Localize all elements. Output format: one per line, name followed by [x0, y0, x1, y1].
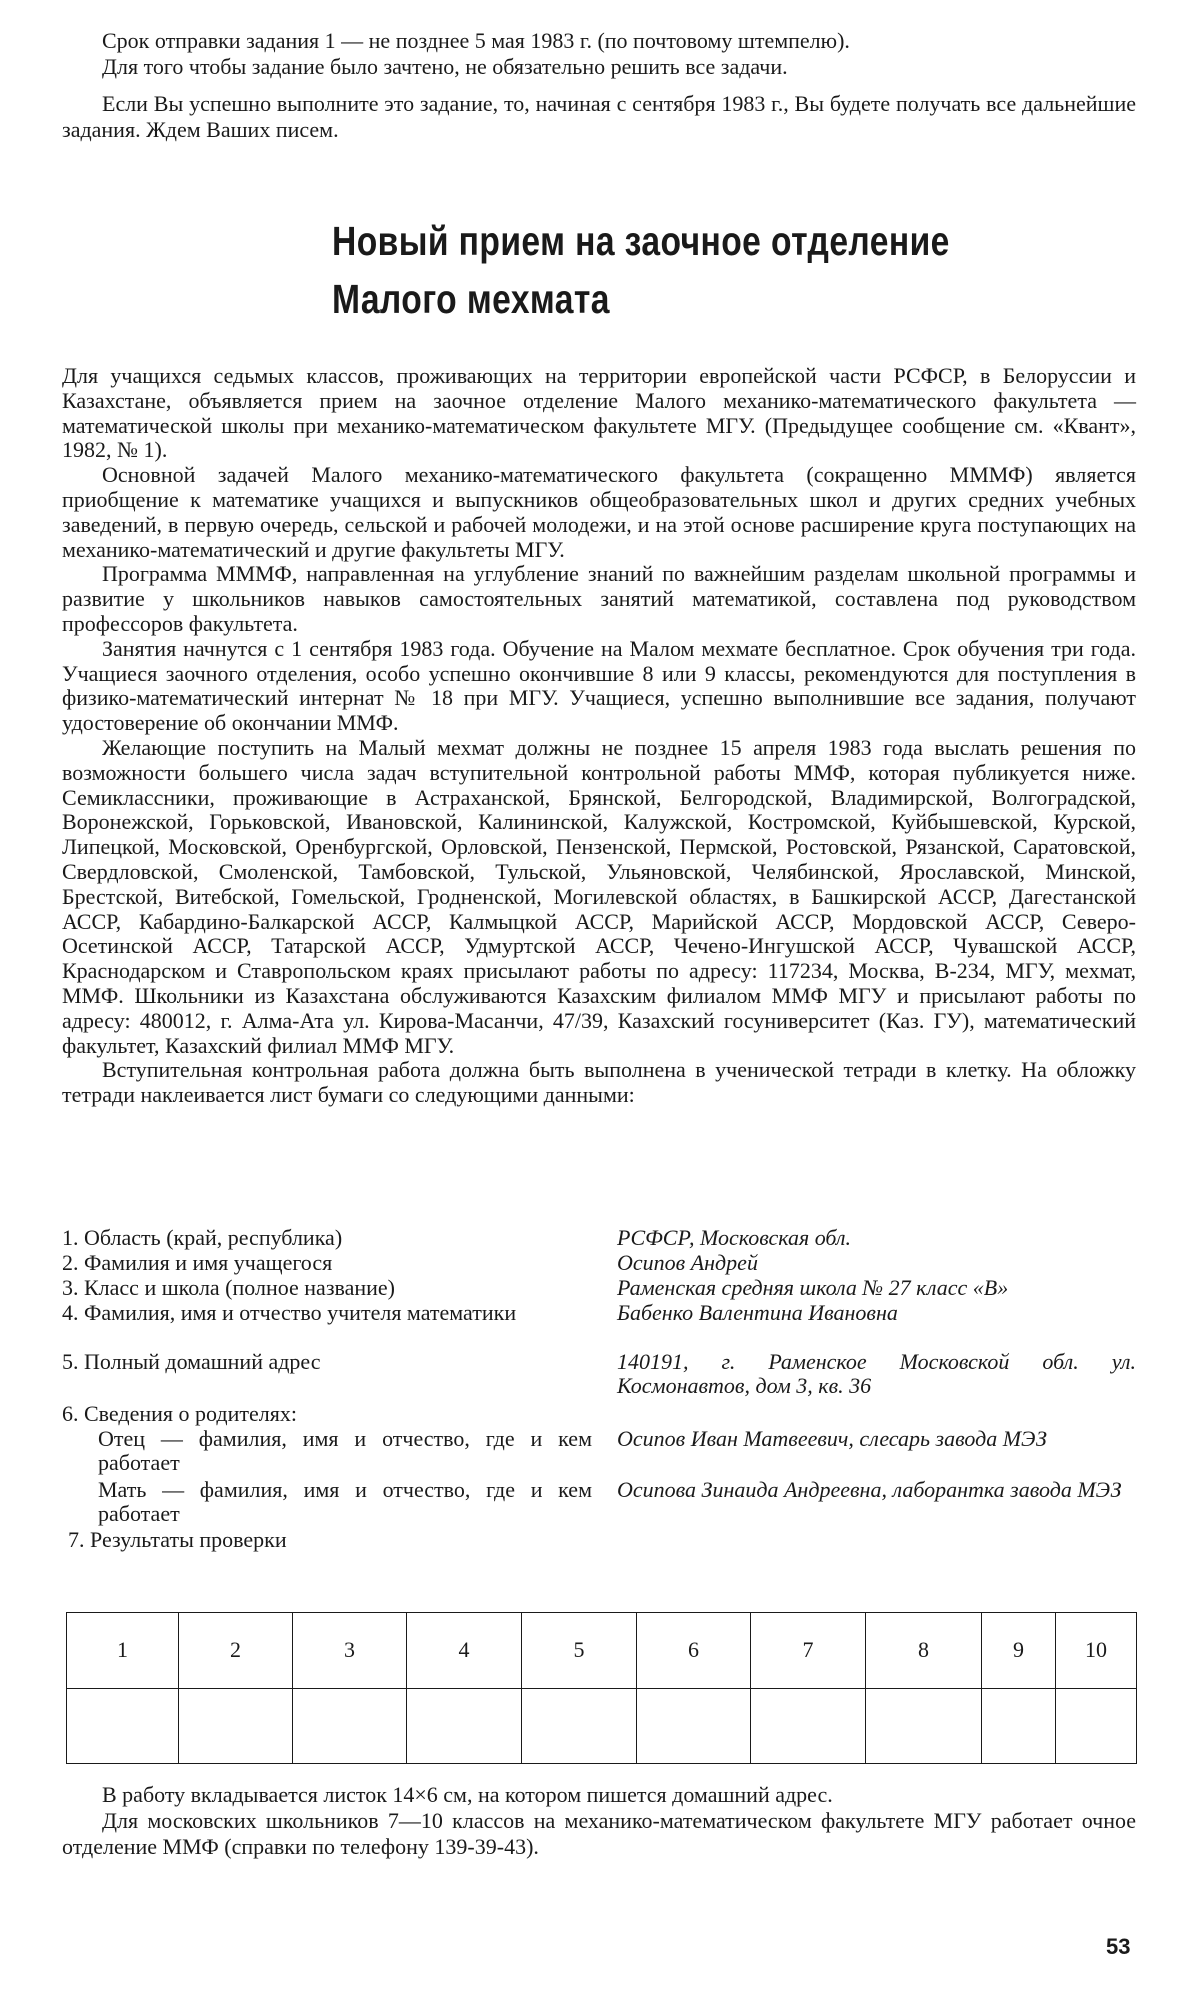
results-column-header: 1 — [67, 1613, 179, 1689]
results-column-header: 2 — [179, 1613, 293, 1689]
results-score-cell — [293, 1688, 407, 1764]
footer-paragraph-2: Для московских школьников 7—10 классов на механико-математическом факультете МГУ работает очное отделение ММФ (справки по телефону 139-39-43). — [62, 1808, 1136, 1859]
results-score-cell — [866, 1688, 982, 1764]
results-column-header: 9 — [982, 1613, 1056, 1689]
body-paragraph-4: Занятия начнутся с 1 сентября 1983 года. Обучение на Малом мехмате бесплатное. Срок обучения три года. Учащиеся заочного отделения, особо успешно окончившие 8 или 9 классы, рекомендуются для поступления в физико-математический интернат № 18 при МГУ. Учащиеся, успешно выполнившие все задания, получают удостоверение об окончании ММФ. — [62, 635, 1136, 736]
form-value: Осипов Иван Матвеевич, слесарь завода МЭЗ — [617, 1426, 1047, 1451]
results-score-cell — [982, 1688, 1056, 1764]
results-score-cell — [67, 1688, 179, 1764]
results-header-row — [67, 1613, 1137, 1689]
results-score-cell — [522, 1688, 637, 1764]
deadline-paragraph: Срок отправки задания 1 — не позднее 5 мая 1983 г. (по почтовому штемпелю). — [102, 28, 850, 53]
form-value: Осипова Зинаида Андреевна, лаборантка завода МЭЗ — [617, 1477, 1122, 1502]
form-label: 3. Класс и школа (полное название) — [62, 1275, 396, 1300]
form-value: Осипов Андрей — [617, 1250, 758, 1275]
form-value: РСФСР, Московская обл. — [617, 1225, 852, 1250]
intro-section — [62, 28, 1136, 143]
results-column-header: 8 — [866, 1613, 982, 1689]
form-label: 7. Результаты проверки — [68, 1527, 287, 1552]
title-line-1: Новый прием на заочное отделение — [332, 218, 950, 264]
results-score-cell — [1056, 1688, 1137, 1764]
form-value: Раменская средняя школа № 27 класс «В» — [617, 1275, 1009, 1300]
form-value: 140191, г. Раменское Московской обл. ул. Космонавтов, дом 3, кв. 36 — [617, 1349, 1136, 1398]
form-label: Отец — фамилия, имя и отчество, где и кем работает — [98, 1426, 592, 1475]
results-column-header: 3 — [293, 1613, 407, 1689]
body-paragraph-2: Основной задачей Малого механико-математического факультета (сокращенно МММФ) является приобщение к математике учащихся и выпускников общеобразовательных школ и других средних учебных заведений, в первую очередь, сельской и рабочей молодежи, и на этой основе расширение круга поступающих на механико-математический и другие факультеты МГУ. — [62, 462, 1136, 562]
form-label: 5. Полный домашний адрес — [62, 1349, 321, 1374]
title-line-2: Малого мехмата — [332, 276, 610, 322]
cover-sheet-form — [62, 1226, 1136, 1556]
note-paragraph: Для того чтобы задание было зачтено, не обязательно решить все задачи. — [102, 54, 788, 79]
footer-paragraph-1: В работу вкладывается листок 14×6 см, на котором пишется домашний адрес. — [102, 1782, 833, 1807]
results-column-header: 4 — [407, 1613, 522, 1689]
body-paragraph-6: Вступительная контрольная работа должна быть выполнена в ученической тетради в клетку. На обложку тетради наклеивается лист бумаги со следующими данными: — [62, 1057, 1136, 1108]
footer-section — [62, 1782, 1136, 1860]
form-value: Бабенко Валентина Ивановна — [617, 1300, 898, 1325]
success-paragraph: Если Вы успешно выполните это задание, то, начиная с сентября 1983 г., Вы будете получать все дальнейшие задания. Ждем Ваших писем. — [62, 91, 1136, 142]
results-column-header: 5 — [522, 1613, 637, 1689]
results-score-cell — [637, 1688, 751, 1764]
form-label: Мать — фамилия, имя и отчество, где и кем работает — [98, 1477, 592, 1526]
body-paragraph-1: Для учащихся седьмых классов, проживающих на территории европейской части РСФСР, в Белоруссии и Казахстане, объявляется прием на заочное отделение Малого механико-математического факультета — математической школы при механико-математическом факультете МГУ. (Предыдущее сообщение см. «Квант», 1982, № 1). — [62, 363, 1136, 463]
form-label: 2. Фамилия и имя учащегося — [62, 1250, 333, 1275]
results-column-header: 10 — [1056, 1613, 1137, 1689]
article-title — [332, 212, 988, 328]
results-column-header: 6 — [637, 1613, 751, 1689]
article-body — [62, 364, 1136, 1108]
results-score-cell — [751, 1688, 866, 1764]
form-label: 6. Сведения о родителях: — [62, 1401, 297, 1426]
results-column-header: 7 — [751, 1613, 866, 1689]
results-table — [66, 1612, 1137, 1764]
results-score-cell — [179, 1688, 293, 1764]
body-paragraph-5: Желающие поступить на Малый мехмат должны не позднее 15 апреля 1983 года выслать решения по возможности большего числа задач вступительной контрольной работы ММФ, которая публикуется ниже. Семиклассники, проживающие в Астраханской, Брянской, Белгородской, Владимирской, Волгоградской, Воронежской, Горьковской, Ивановской, Калининской, Калужской, Костромской, Куйбышевской, Курской, Липецкой, Московской, Оренбургской, Орловской, Пензенской, Пермской, Ростовской, Рязанской, Саратовской, Свердловской, Смоленской, Тамбовской, Тульской, Ульяновской, Челябинской, Ярославской, Минской, Брестской, Витебской, Гомельской, Гродненской, Могилевской областях, в Башкирской АССР, Дагестанской АССР, Кабардино-Балкарской АССР, Калмыцкой АССР, Марийской АССР, Мордовской АССР, Северо-Осетинской АССР, Татарской АССР, Удмуртской АССР, Чечено-Ингушской АССР, Чувашской АССР, Краснодарском и Ставропольском краях присылают работы по адресу: 117234, Москва, В-234, МГУ, мехмат, ММФ. Школьники из Казахстана обслуживаются Казахским филиалом ММФ МГУ и присылают работы по адресу: 480012, г. Алма-Ата ул. Кирова-Масанчи, 47/39, Казахский госуниверситет (Каз. ГУ), математический факультет, Казахский филиал ММФ МГУ. — [62, 734, 1136, 1058]
form-label: 1. Область (край, республика) — [62, 1225, 343, 1250]
body-paragraph-3: Программа МММФ, направленная на углубление знаний по важнейшим разделам школьной программы и развитие у школьников навыков самостоятельных занятий математикой, составлена под руководством профессоров факультета. — [62, 561, 1136, 636]
page-number: 53 — [1106, 1934, 1131, 1959]
form-label: 4. Фамилия, имя и отчество учителя математики — [62, 1300, 517, 1325]
results-score-row — [67, 1688, 1137, 1764]
results-score-cell — [407, 1688, 522, 1764]
